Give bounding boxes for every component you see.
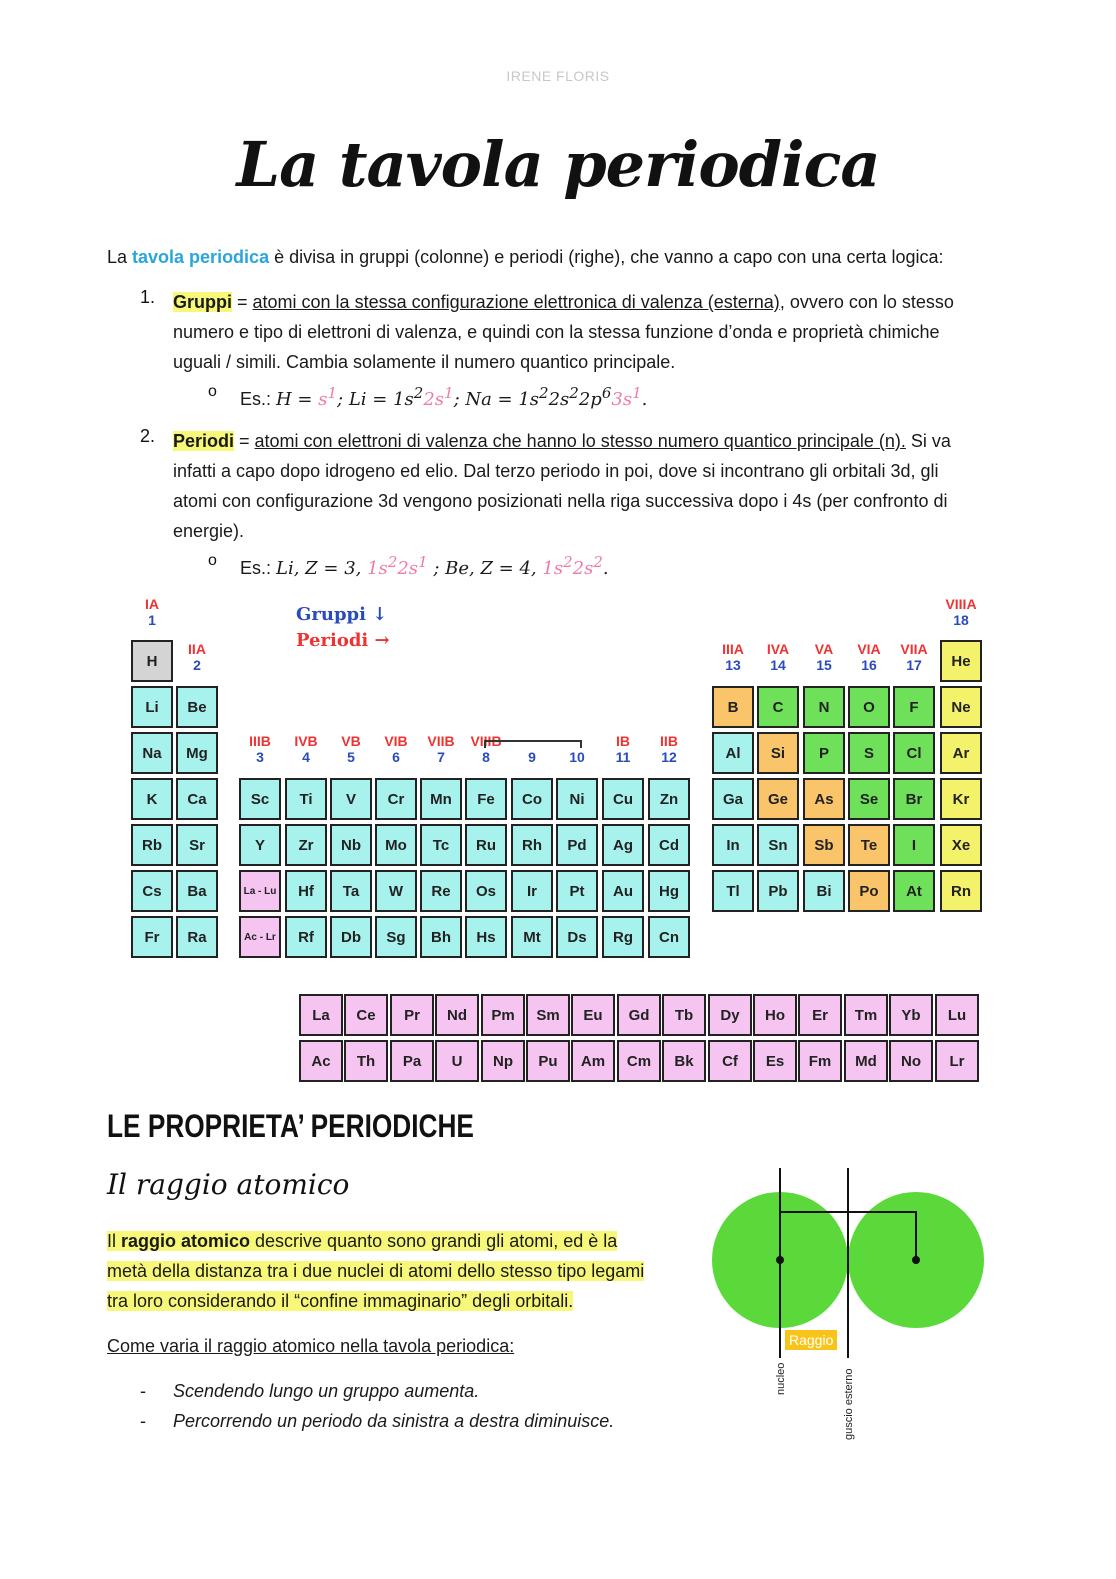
bullet-1: o [208, 383, 217, 400]
groups-example-prefix: Es.: [240, 389, 277, 409]
element-he: He [940, 640, 982, 682]
element-re: Re [420, 870, 462, 912]
element-pt: Pt [556, 870, 598, 912]
element-cl: Cl [893, 732, 935, 774]
dash-2: - [140, 1411, 146, 1431]
element-am: Am [571, 1040, 615, 1082]
element-rf: Rf [285, 916, 327, 958]
group-label-5: VB 5 [341, 733, 361, 765]
page-title: La tavola periodica [236, 128, 880, 201]
intro-paragraph [107, 242, 944, 272]
element-bi: Bi [803, 870, 845, 912]
group-label-12: IIB 12 [660, 733, 678, 765]
element-sn: Sn [757, 824, 799, 866]
element-ni: Ni [556, 778, 598, 820]
element-al: Al [712, 732, 754, 774]
atomic-radius-definition [107, 1226, 677, 1316]
element-u: U [435, 1040, 479, 1082]
intro-post: è divisa in gruppi (colonne) e periodi (righe), che vanno a capo con una certa logica: [269, 247, 944, 267]
element-cr: Cr [375, 778, 417, 820]
group-label-13: IIIA 13 [722, 641, 744, 673]
groups-example: Es.: $H = s^1$; $Li = 1s^22s^1$; $Na = 1s^22s^22p^63s^1$. [240, 384, 648, 410]
group-label-7: VIIB 7 [427, 733, 455, 765]
legend-periods: Periodi → [296, 630, 390, 651]
element-nd: Nd [435, 994, 479, 1036]
element-s: S [848, 732, 890, 774]
periods-line-3: energie). [173, 521, 245, 541]
element-rb: Rb [131, 824, 173, 866]
group-label-11: IB 11 [615, 733, 631, 765]
groups-term: Gruppi [173, 292, 232, 312]
element-mg: Mg [176, 732, 218, 774]
element-cu: Cu [602, 778, 644, 820]
groups-definition: atomi con la stessa configurazione elettronica di valenza (esterna) [252, 292, 780, 312]
group-label-17: VIIA 17 [900, 641, 928, 673]
author-header: IRENE FLORIS [506, 68, 610, 84]
element-ho: Ho [753, 994, 797, 1036]
element-na: Na [131, 732, 173, 774]
groups-line-2: uguali / simili. Cambia solamente il numero quantico principale. [173, 352, 676, 372]
element-sm: Sm [526, 994, 570, 1036]
element-pr: Pr [390, 994, 434, 1036]
element-rn: Rn [940, 870, 982, 912]
element-mt: Mt [511, 916, 553, 958]
element-po: Po [848, 870, 890, 912]
element-ru: Ru [465, 824, 507, 866]
element-bh: Bh [420, 916, 462, 958]
group-label-8: VIIIB 8 [470, 733, 502, 765]
group-label-6: VIB 6 [384, 733, 408, 765]
element-o: O [848, 686, 890, 728]
element-yb: Yb [889, 994, 933, 1036]
element-es: Es [753, 1040, 797, 1082]
list-number-2: 2. [140, 426, 156, 446]
element-c: C [757, 686, 799, 728]
nucleus-dot-left [776, 1256, 784, 1264]
element-dy: Dy [708, 994, 752, 1036]
element-co: Co [511, 778, 553, 820]
element-be: Be [176, 686, 218, 728]
periods-line-0: Si va [905, 431, 951, 451]
element-os: Os [465, 870, 507, 912]
element-cn: Cn [648, 916, 690, 958]
def-line-1: metà della distanza tra i due nuclei di atomi dello stesso tipo legami [107, 1261, 645, 1281]
group-label-2: IIA 2 [188, 641, 206, 673]
element-n: N [803, 686, 845, 728]
def-pre: Il [107, 1231, 122, 1251]
element-h: H [131, 640, 173, 682]
periods-line-2: atomi con configurazione 3d vengono posizionati nella riga successiva dopo i 4s (per confronto di [173, 491, 948, 511]
list-item-groups [173, 287, 1013, 377]
section-subtitle: Il raggio atomico [107, 1168, 350, 1201]
element-au: Au [602, 870, 644, 912]
list-number-1: 1. [140, 287, 156, 307]
element-ca: Ca [176, 778, 218, 820]
element-ag: Ag [602, 824, 644, 866]
element-cm: Cm [617, 1040, 661, 1082]
periods-example: Es.: Li, Z = 3, $1s^22s^1$ ; Be, Z = 4, $1s^22s^2$. [240, 553, 609, 579]
element-f: F [893, 686, 935, 728]
def-term: raggio atomico [121, 1231, 251, 1251]
element-ta: Ta [330, 870, 372, 912]
periods-example-prefix: Es.: [240, 558, 277, 578]
element-gd: Gd [617, 994, 661, 1036]
element-pm: Pm [481, 994, 525, 1036]
element-mn: Mn [420, 778, 462, 820]
element-rg: Rg [602, 916, 644, 958]
element-p: P [803, 732, 845, 774]
def-line-2: tra loro considerando il “confine immaginario” degli orbitali. [107, 1291, 574, 1311]
element-ir: Ir [511, 870, 553, 912]
element-ac: Ac [299, 1040, 343, 1082]
element-zn: Zn [648, 778, 690, 820]
variation-title: Come varia il raggio atomico nella tavola periodica: [107, 1336, 515, 1356]
element-la: La [299, 994, 343, 1036]
element-eu: Eu [571, 994, 615, 1036]
element-b: B [712, 686, 754, 728]
element-ne: Ne [940, 686, 982, 728]
element-ac-lr: Ac - Lr [239, 916, 281, 958]
variation-2: Percorrendo un periodo da sinistra a destra diminuisce. [173, 1411, 615, 1431]
element-sb: Sb [803, 824, 845, 866]
element-no: No [889, 1040, 933, 1082]
element-y: Y [239, 824, 281, 866]
element-fe: Fe [465, 778, 507, 820]
group-label-1: IA 1 [145, 596, 159, 628]
periods-definition: atomi con elettroni di valenza che hanno lo stesso numero quantico principale (n). [254, 431, 906, 451]
eq-sign: = [232, 292, 253, 312]
element-ti: Ti [285, 778, 327, 820]
element-md: Md [844, 1040, 888, 1082]
element-rh: Rh [511, 824, 553, 866]
intro-keyword: tavola periodica [132, 247, 270, 267]
element-tl: Tl [712, 870, 754, 912]
def-line-0: descrive quanto sono grandi gli atomi, ed è la [250, 1231, 618, 1251]
groups-line-1: numero e tipo di elettroni di valenza, e quindi con la stessa funzione d’onda e proprietà chimiche [173, 322, 940, 342]
element-te: Te [848, 824, 890, 866]
element-sg: Sg [375, 916, 417, 958]
group-label-14: IVA 14 [766, 641, 790, 673]
element-tc: Tc [420, 824, 462, 866]
element-zr: Zr [285, 824, 327, 866]
element-ce: Ce [344, 994, 388, 1036]
element-th: Th [344, 1040, 388, 1082]
element-cd: Cd [648, 824, 690, 866]
group-label-9: 9 [528, 749, 536, 765]
legend-groups: Gruppi ↓ [296, 604, 388, 625]
element-ds: Ds [556, 916, 598, 958]
element-ar: Ar [940, 732, 982, 774]
element-in: In [712, 824, 754, 866]
element-w: W [375, 870, 417, 912]
raggio-label: Raggio [785, 1330, 837, 1350]
group-viiib-bracket [484, 740, 582, 748]
group-label-16: VIA 16 [857, 641, 881, 673]
nucleus-dot-right [912, 1256, 920, 1264]
element-li: Li [131, 686, 173, 728]
element-at: At [893, 870, 935, 912]
element-k: K [131, 778, 173, 820]
group-label-4: IVB 4 [294, 733, 318, 765]
element-cf: Cf [708, 1040, 752, 1082]
element-as: As [803, 778, 845, 820]
element-kr: Kr [940, 778, 982, 820]
element-pa: Pa [390, 1040, 434, 1082]
element-er: Er [798, 994, 842, 1036]
shell-label: guscio esterno [843, 1368, 855, 1440]
group-label-3: IIIB 3 [249, 733, 271, 765]
element-lr: Lr [935, 1040, 979, 1082]
element-fr: Fr [131, 916, 173, 958]
element-v: V [330, 778, 372, 820]
element-tb: Tb [662, 994, 706, 1036]
dash-1: - [140, 1381, 146, 1401]
element-hg: Hg [648, 870, 690, 912]
element-hs: Hs [465, 916, 507, 958]
nucleus-label: nucleo [775, 1362, 787, 1395]
element-bk: Bk [662, 1040, 706, 1082]
intro-pre: La [107, 247, 133, 267]
element-pd: Pd [556, 824, 598, 866]
periods-line-1: infatti a capo dopo idrogeno ed elio. Dal terzo periodo in poi, dove si incontrano gli orbitali 3d, gli [173, 461, 939, 481]
list-item-periods [173, 426, 1013, 546]
element-fm: Fm [798, 1040, 842, 1082]
section-title: LE PROPRIETA’ PERIODICHE [107, 1108, 474, 1144]
element-db: Db [330, 916, 372, 958]
element-ra: Ra [176, 916, 218, 958]
element-br: Br [893, 778, 935, 820]
element-np: Np [481, 1040, 525, 1082]
eq-sign: = [234, 431, 255, 451]
element-ge: Ge [757, 778, 799, 820]
element-ga: Ga [712, 778, 754, 820]
element-lu: Lu [935, 994, 979, 1036]
element-cs: Cs [131, 870, 173, 912]
element-hf: Hf [285, 870, 327, 912]
element-sc: Sc [239, 778, 281, 820]
element-ba: Ba [176, 870, 218, 912]
element-se: Se [848, 778, 890, 820]
element-nb: Nb [330, 824, 372, 866]
groups-line-0: , ovvero con lo stesso [779, 292, 954, 312]
element-xe: Xe [940, 824, 982, 866]
variation-1: Scendendo lungo un gruppo aumenta. [173, 1381, 480, 1401]
group-label-10: 10 [569, 749, 585, 765]
element-si: Si [757, 732, 799, 774]
element-mo: Mo [375, 824, 417, 866]
periods-term: Periodi [173, 431, 235, 451]
group-label-18: VIIIA 18 [945, 596, 977, 628]
element-la-lu: La - Lu [239, 870, 281, 912]
group-label-15: VA 15 [814, 641, 834, 673]
element-sr: Sr [176, 824, 218, 866]
element-tm: Tm [844, 994, 888, 1036]
bullet-2: o [208, 552, 217, 569]
element-pb: Pb [757, 870, 799, 912]
element-i: I [893, 824, 935, 866]
element-pu: Pu [526, 1040, 570, 1082]
